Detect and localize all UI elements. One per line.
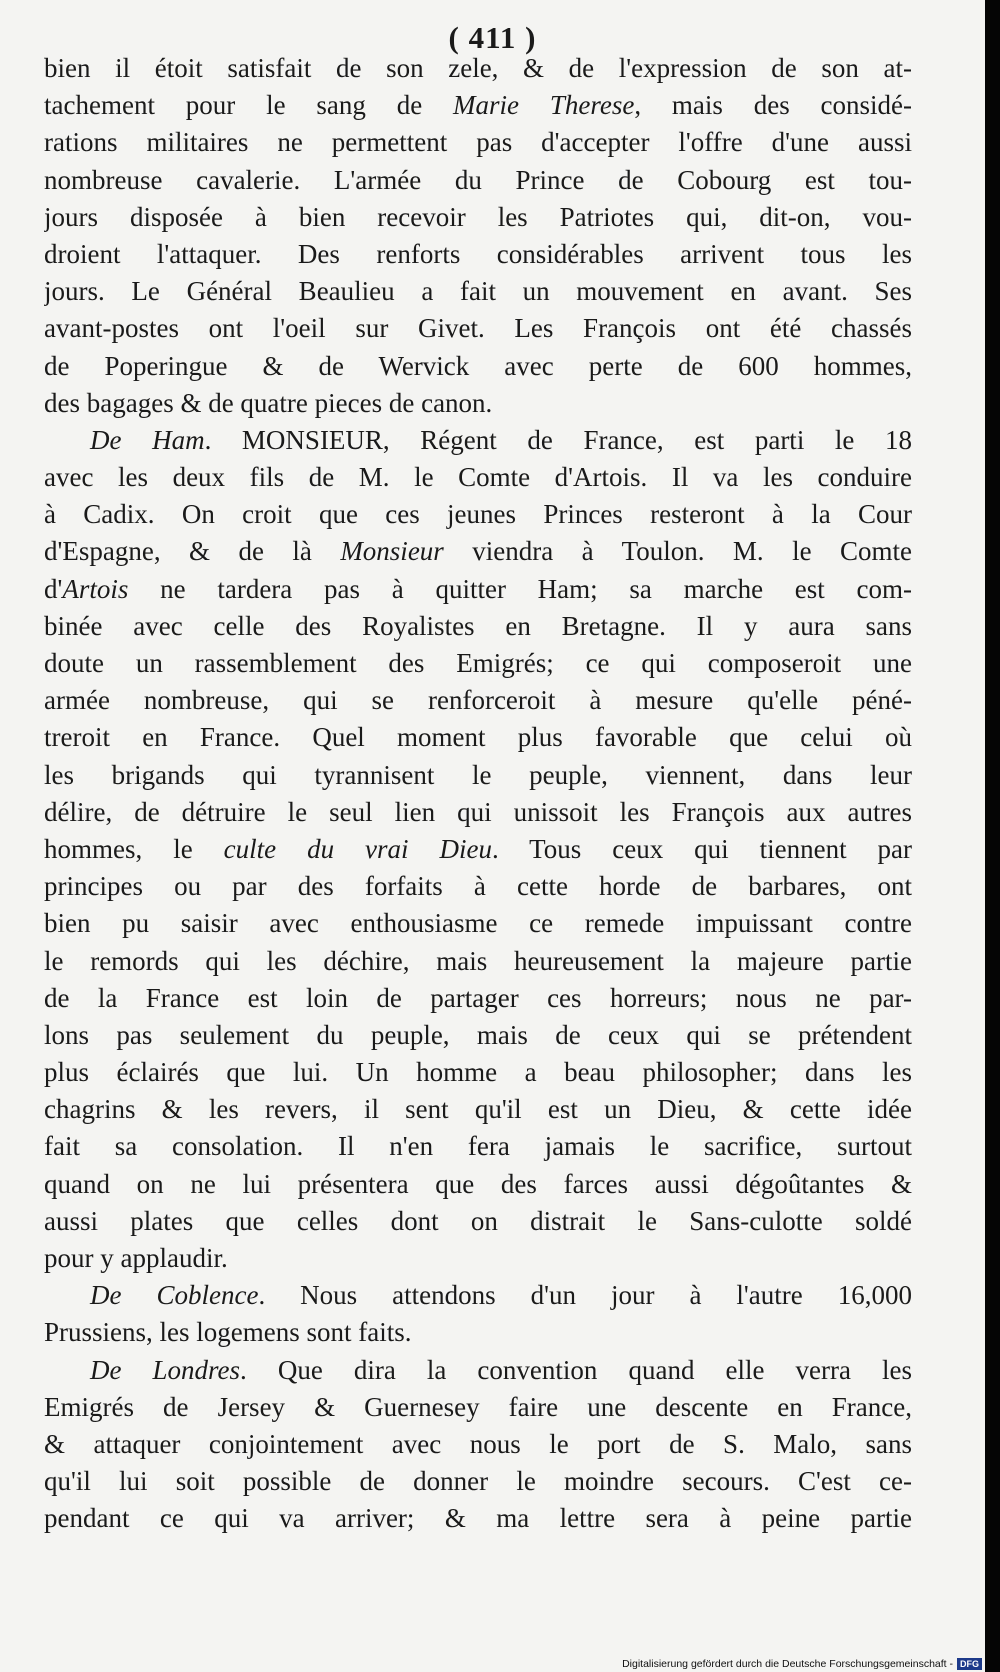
- text-line: droient l'attaquer. Des renforts considérables arrivent tous les: [44, 238, 912, 269]
- text-line: & attaquer conjointement avec nous le port de S. Malo, sans: [44, 1428, 912, 1459]
- text-line: avant-postes ont l'oeil sur Givet. Les François ont été chassés: [44, 313, 912, 344]
- text-line: de Poperingue & de Wervick avec perte de 600 hommes,: [44, 350, 912, 381]
- text-line: aussi plates que celles dont on distrait le Sans-culotte soldé: [44, 1205, 912, 1236]
- digitization-credit: [622, 1658, 982, 1670]
- text-line: jours. Le Général Beaulieu a fait un mouvement en avant. Ses: [44, 276, 912, 307]
- text-line: nombreuse cavalerie. L'armée du Prince de Cobourg est tou-: [44, 164, 912, 195]
- text-line: jours disposée à bien recevoir les Patriotes qui, dit-on, vou-: [44, 201, 912, 232]
- text-segment: hommes, le: [44, 833, 224, 864]
- credit-text: Digitalisierung gefördert durch die Deutsche Forschungsgemeinschaft -: [622, 1658, 953, 1670]
- body-text: [44, 50, 912, 1538]
- text-line: [44, 87, 912, 124]
- text-line: le remords qui les déchire, mais heureusement la majeure partie: [44, 945, 912, 976]
- text-line: principes ou par des forfaits à cette horde de barbares, ont: [44, 871, 912, 902]
- italic-segment: De Coblence: [90, 1280, 259, 1311]
- text-line: [44, 1352, 912, 1389]
- text-line: [44, 533, 912, 570]
- dfg-logo: DFG: [957, 1658, 982, 1670]
- text-segment: d'Espagne, & de là: [44, 536, 341, 567]
- page-number: ( 411 ): [448, 20, 537, 55]
- text-line: plus éclairés que lui. Un homme a beau philosopher; dans les: [44, 1057, 912, 1088]
- text-line: les brigands qui tyrannisent le peuple, viennent, dans leur: [44, 759, 912, 790]
- text-line: quand on ne lui présentera que des farces aussi dégoûtantes &: [44, 1168, 912, 1199]
- text-line: armée nombreuse, qui se renforceroit à mesure qu'elle péné-: [44, 685, 912, 716]
- text-segment: . Tous ceux qui tiennent par: [491, 833, 912, 864]
- scan-edge-strip: [985, 0, 1000, 1672]
- text-line: [44, 422, 912, 459]
- text-line: bien pu saisir avec enthousiasme ce remede impuissant contre: [44, 908, 912, 939]
- text-line: lons pas seulement du peuple, mais de ceux qui se prétendent: [44, 1019, 912, 1050]
- italic-segment: Monsieur: [340, 536, 444, 567]
- text-line: [44, 1277, 912, 1314]
- text-line: treroit en France. Quel moment plus favorable que celui où: [44, 722, 912, 753]
- text-line: binée avec celle des Royalistes en Bretagne. Il y aura sans: [44, 610, 912, 641]
- text-segment: d': [44, 573, 63, 604]
- text-line: pendant ce qui va arriver; & ma lettre sera à peine partie: [44, 1503, 912, 1534]
- text-line: qu'il lui soit possible de donner le moindre secours. C'est ce-: [44, 1466, 912, 1497]
- text-line: Prussiens, les logemens sont faits.: [44, 1317, 412, 1348]
- text-line: de la France est loin de partager ces horreurs; nous ne par-: [44, 982, 912, 1013]
- text-line: doute un rassemblement des Emigrés; ce qui composeroit une: [44, 648, 912, 678]
- text-segment: ne tardera pas à quitter Ham; sa marche est com-: [128, 573, 912, 604]
- text-line: fait sa consolation. Il n'en fera jamais le sacrifice, surtout: [44, 1131, 912, 1162]
- text-segment: , mais des considé-: [634, 90, 912, 121]
- text-segment: . Nous attendons d'un jour à l'autre 16,000: [258, 1280, 912, 1311]
- text-segment: . Que dira la convention quand elle verra les: [240, 1354, 912, 1385]
- text-line: rations militaires ne permettent pas d'accepter l'offre d'une aussi: [44, 127, 912, 158]
- italic-segment: De Londres: [90, 1354, 241, 1385]
- text-line: [44, 571, 912, 608]
- text-line: Emigrés de Jersey & Guernesey faire une descente en France,: [44, 1391, 912, 1422]
- text-line: bien il étoit satisfait de son zele, & de l'expression de son at-: [44, 53, 912, 83]
- italic-segment: culte du vrai Dieu: [223, 833, 492, 864]
- text-line: chagrins & les revers, il sent qu'il est un Dieu, & cette idée: [44, 1094, 912, 1125]
- text-line: délire, de détruire le seul lien qui unissoit les François aux autres: [44, 796, 912, 827]
- italic-segment: Marie Therese: [453, 90, 635, 121]
- italic-segment: De Ham: [90, 424, 205, 455]
- text-line: avec les deux fils de M. le Comte d'Artois. Il va les conduire: [44, 462, 912, 493]
- text-line: pour y applaudir.: [44, 1243, 228, 1273]
- text-segment: tachement pour le sang de: [44, 90, 454, 121]
- text-segment: . MONSIEUR, Régent de France, est parti le 18: [204, 424, 912, 455]
- text-line: [44, 831, 912, 868]
- italic-segment: Artois: [62, 573, 129, 604]
- text-segment: viendra à Toulon. M. le Comte: [443, 536, 912, 567]
- text-line: des bagages & de quatre pieces de canon.: [44, 387, 493, 418]
- text-line: à Cadix. On croit que ces jeunes Princes resteront à la Cour: [44, 499, 912, 530]
